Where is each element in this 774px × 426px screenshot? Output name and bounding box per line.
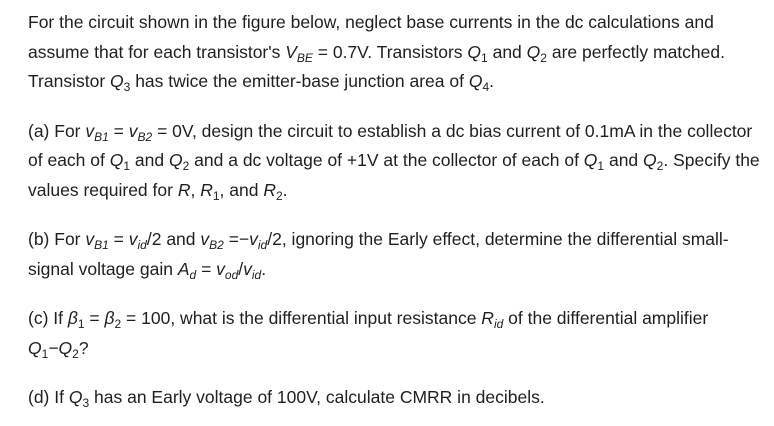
beta1-subscript: 1 — [77, 317, 85, 331]
vb2-symbol: v — [200, 229, 210, 249]
part-a-text-8: , — [190, 179, 201, 200]
part-d-text-1: (d) If — [28, 387, 69, 407]
q2-subscript: 2 — [656, 159, 664, 173]
intro-text-3: and — [487, 41, 527, 62]
r-symbol: R — [177, 179, 191, 200]
part-a-text-6: and — [604, 150, 644, 170]
vb1-subscript: B1 — [94, 238, 109, 252]
part-a-text-5: and a dc voltage of +1V at the collector of each of — [189, 150, 584, 170]
q2-symbol: Q — [58, 337, 73, 358]
part-a-text-3: = 0V, design the circuit to establish a dc bias current of 0.1mA in the collector of each of — [28, 120, 753, 170]
vod-subscript: od — [224, 267, 239, 282]
q2-subscript: 2 — [540, 50, 547, 65]
part-c-text-4: of the differential amplifier — [503, 308, 709, 328]
intro-text-5: has twice the emitter-base junction area of — [130, 71, 469, 91]
part-c-text-1: (c) If — [28, 308, 68, 328]
q1-symbol: Q — [583, 150, 598, 170]
q1-symbol: Q — [467, 41, 482, 62]
vb1-subscript: B1 — [94, 129, 109, 144]
q1-symbol: Q — [109, 150, 124, 170]
q2-symbol: Q — [643, 150, 657, 170]
part-b-text-3: /2 and — [146, 229, 201, 249]
part-b-text-8: . — [261, 258, 267, 279]
part-c-text-3: = 100, what is the differential input resistance — [121, 308, 482, 328]
part-a — [28, 117, 764, 206]
q1-symbol: Q — [28, 337, 42, 358]
vid-subscript: id — [251, 267, 262, 282]
q1-subscript: 1 — [123, 159, 131, 173]
r2-subscript: 2 — [275, 188, 283, 203]
q2-symbol: Q — [526, 41, 541, 62]
part-a-text-10: . — [282, 179, 288, 200]
vbe-symbol: V — [285, 41, 297, 62]
part-c-text-2: = — [84, 308, 105, 328]
vid-symbol: v — [128, 229, 138, 249]
part-d-text-2: has an Early voltage of 100V, calculate CMRR in decibels. — [89, 387, 545, 407]
part-b-text-5: /2, ignoring the Early effect, determine the differential small-signal voltage gain — [28, 229, 729, 279]
intro-text-6: . — [489, 71, 495, 91]
vb2-symbol: v — [128, 120, 138, 141]
rid-symbol: R — [481, 308, 494, 328]
q4-subscript: 4 — [482, 80, 490, 94]
q1-subscript: 1 — [41, 346, 49, 361]
part-c — [28, 304, 764, 363]
part-a-text-2: = — [108, 120, 129, 141]
intro-text-1: For the circuit shown in the figure below, neglect base currents in the dc calculations and assume that for each transistor's — [28, 12, 714, 62]
part-d — [28, 383, 764, 413]
beta1-symbol: β — [67, 308, 78, 328]
q1-subscript: 1 — [597, 159, 605, 173]
vb1-symbol: v — [85, 229, 95, 249]
r2-symbol: R — [263, 179, 276, 200]
part-b-text-2: = — [108, 229, 129, 249]
intro-text-4: are perfectly matched. Transistor — [28, 41, 725, 91]
part-c-text-5: − — [48, 337, 59, 358]
q3-subscript: 3 — [123, 80, 131, 94]
q4-symbol: Q — [468, 71, 483, 91]
q2-subscript: 2 — [182, 159, 190, 173]
part-b-text-6: = — [196, 258, 217, 279]
q3-symbol: Q — [110, 71, 124, 91]
part-a-text-1: (a) For — [28, 120, 86, 141]
vb2-subscript: B2 — [137, 129, 153, 144]
part-b-text-1: (b) For — [28, 229, 86, 249]
part-c-text-6: ? — [78, 337, 89, 358]
part-b-text-7: / — [238, 258, 244, 279]
vid-symbol: v — [249, 229, 258, 249]
vbe-subscript: BE — [296, 50, 313, 65]
r1-subscript: 1 — [212, 188, 220, 203]
rid-subscript: id — [493, 317, 504, 331]
vid-subscript: id — [137, 238, 147, 252]
vod-symbol: v — [216, 258, 225, 279]
q2-subscript: 2 — [72, 346, 79, 361]
vb1-symbol: v — [85, 120, 95, 141]
part-a-text-9: , and — [219, 179, 264, 200]
q3-subscript: 3 — [82, 396, 90, 410]
part-a-text-4: and — [130, 150, 169, 170]
q1-subscript: 1 — [481, 50, 488, 65]
part-b-text-4: =− — [223, 229, 250, 249]
ad-subscript: d — [189, 267, 197, 282]
intro-text-2: = 0.7V. Transistors — [312, 41, 468, 62]
problem-intro — [28, 8, 764, 97]
part-b — [28, 225, 764, 284]
part-a-text-7: . Specify the values required for — [28, 150, 760, 200]
vid-symbol: v — [243, 258, 252, 279]
r1-symbol: R — [200, 179, 213, 200]
q3-symbol: Q — [68, 387, 83, 407]
ad-symbol: A — [177, 258, 190, 279]
vb2-subscript: B2 — [209, 238, 224, 252]
beta2-subscript: 2 — [114, 317, 122, 331]
beta2-symbol: β — [104, 308, 115, 328]
q2-symbol: Q — [168, 150, 183, 170]
problem-document — [28, 4, 764, 413]
vid-subscript: id — [257, 238, 268, 252]
